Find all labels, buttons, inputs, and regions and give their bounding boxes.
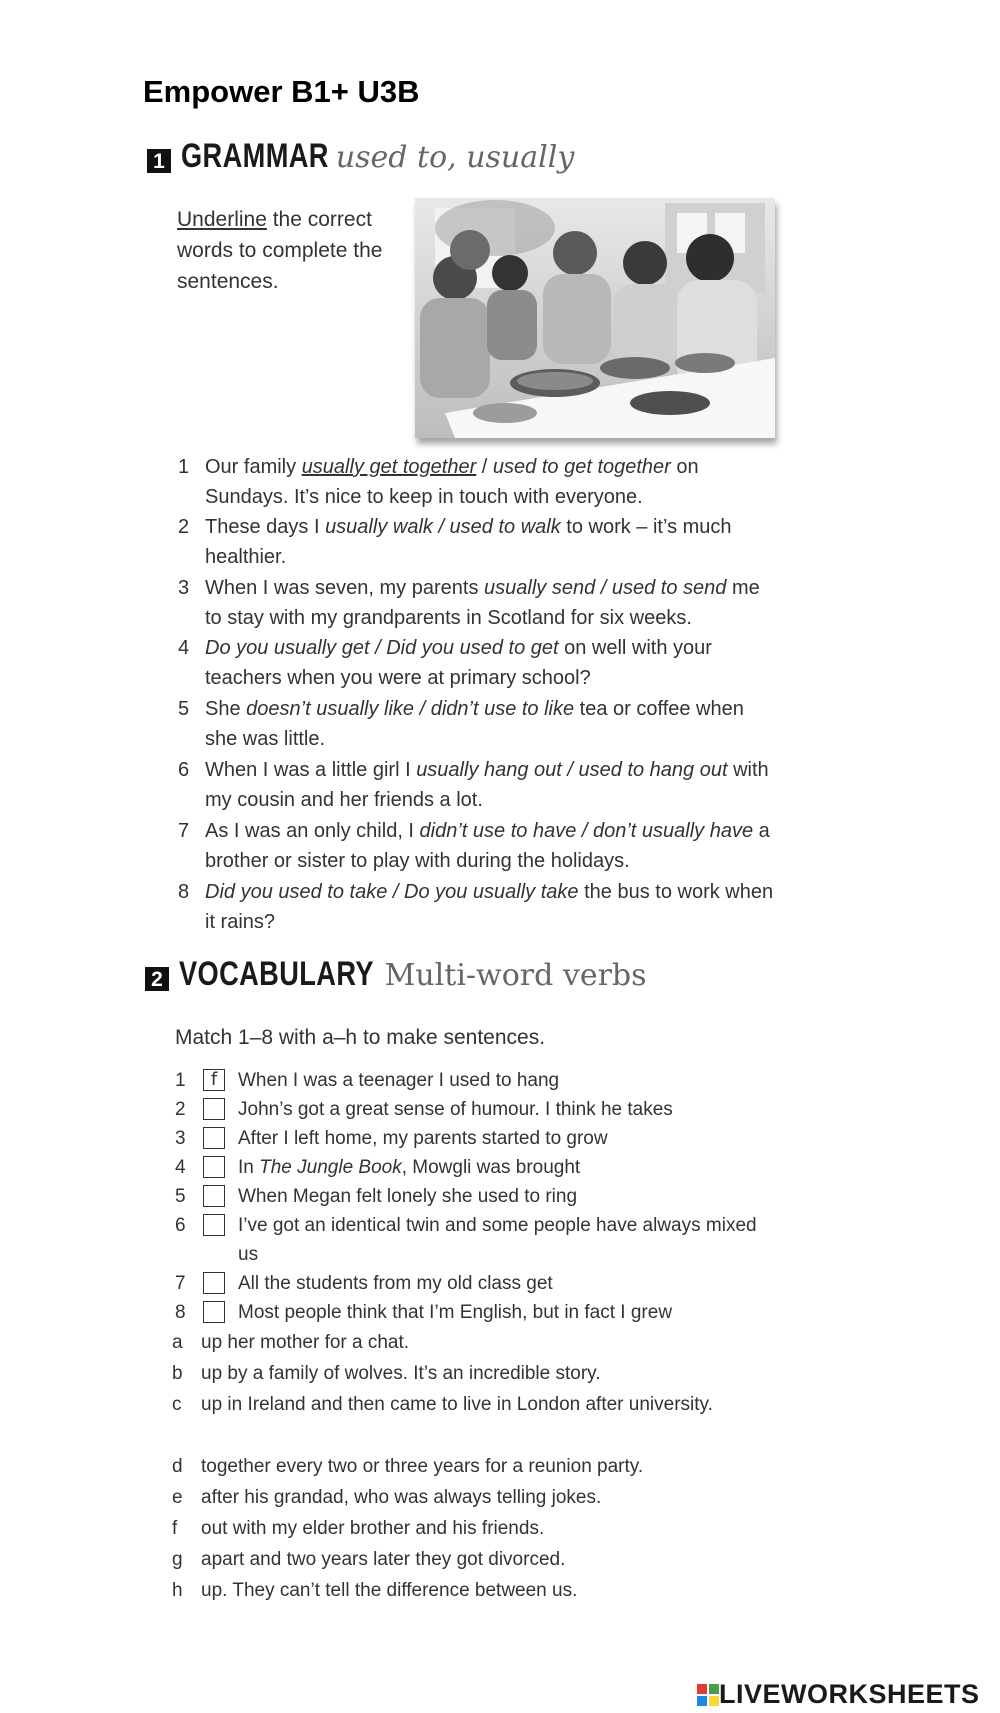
vocabulary-section-number: 2 xyxy=(145,967,169,991)
grammar-item-option[interactable]: used to get together xyxy=(492,456,671,478)
grammar-instruction xyxy=(177,204,417,297)
grammar-item-number: 3 xyxy=(178,577,190,599)
answer-option xyxy=(172,1482,732,1513)
vocabulary-section-subtitle: Multi-word verbs xyxy=(384,958,647,993)
matching-item-lead-text: In xyxy=(238,1157,260,1178)
grammar-item xyxy=(178,633,778,693)
liveworksheets-logo-icon xyxy=(697,1684,719,1706)
matching-item-text xyxy=(238,1124,775,1153)
family-dinner-illustration xyxy=(415,198,775,438)
matching-item xyxy=(175,1124,775,1153)
grammar-item-lead-text: These days I xyxy=(205,516,326,538)
matching-item-text xyxy=(238,1095,775,1124)
matching-item-lead-text: When I was a teenager I used to hang xyxy=(238,1070,560,1091)
matching-item-number: 5 xyxy=(175,1186,186,1207)
grammar-item-option[interactable]: didn’t use to have / don’t usually have xyxy=(419,820,754,842)
matching-item xyxy=(175,1095,775,1124)
answer-option-letter: f xyxy=(172,1518,178,1539)
grammar-item-option[interactable]: Do you usually get / Did you used to get xyxy=(205,637,559,659)
answer-option-text: up in Ireland and then came to live in London after university. xyxy=(201,1394,713,1415)
answer-option xyxy=(172,1451,732,1482)
answer-option xyxy=(172,1358,732,1389)
grammar-section-subtitle: used to, usually xyxy=(335,140,575,175)
grammar-item-text xyxy=(205,633,778,693)
answer-option-letter: b xyxy=(172,1363,183,1384)
answer-box[interactable] xyxy=(203,1214,225,1236)
grammar-item-text xyxy=(205,694,778,754)
grammar-section-number: 1 xyxy=(147,149,171,173)
matching-item xyxy=(175,1211,775,1269)
grammar-item xyxy=(178,573,778,633)
grammar-item-plain-text: tea or coffee when she was little. xyxy=(205,698,744,750)
grammar-item-number: 7 xyxy=(178,820,190,842)
grammar-item-text xyxy=(205,755,778,815)
instruction-underlined-word: Underline xyxy=(177,208,267,231)
matching-item-trailing-text: , Mowgli was brought xyxy=(401,1157,581,1178)
answer-option-text: after his grandad, who was always telling jokes. xyxy=(201,1487,602,1508)
answer-option-text: up. They can’t tell the difference between us. xyxy=(201,1580,578,1601)
answer-box[interactable] xyxy=(203,1301,225,1323)
answer-option-letter: c xyxy=(172,1394,182,1415)
answer-box[interactable]: f xyxy=(203,1069,225,1091)
answer-box[interactable] xyxy=(203,1098,225,1120)
answer-option xyxy=(172,1327,732,1358)
answer-option-text: apart and two years later they got divorced. xyxy=(201,1549,566,1570)
grammar-item-option[interactable]: usually get together xyxy=(301,456,477,478)
grammar-item-option[interactable]: Did you used to take / Do you usually take xyxy=(205,881,579,903)
document-title: Empower B1+ U3B xyxy=(143,74,420,109)
grammar-item-text xyxy=(205,512,778,572)
matching-item-text xyxy=(238,1182,775,1211)
answer-box[interactable] xyxy=(203,1185,225,1207)
answer-option xyxy=(172,1389,732,1420)
grammar-item xyxy=(178,512,778,572)
grammar-item-text xyxy=(205,877,778,937)
vocabulary-section-title: VOCABULARY xyxy=(179,955,374,993)
answer-option-text: out with my elder brother and his friends. xyxy=(201,1518,545,1539)
vocabulary-section-header xyxy=(145,955,647,994)
grammar-item-number: 1 xyxy=(178,456,190,478)
grammar-item-text xyxy=(205,573,778,633)
grammar-item-option[interactable]: usually send / used to send xyxy=(484,577,727,599)
grammar-item-plain-text: on Sundays. It’s nice to keep in touch with everyone. xyxy=(205,456,699,508)
answer-box[interactable] xyxy=(203,1156,225,1178)
grammar-section-header xyxy=(147,137,574,176)
matching-item-number: 7 xyxy=(175,1273,186,1294)
matching-item-text xyxy=(238,1211,775,1269)
grammar-item-lead-text: Our family xyxy=(205,456,302,478)
grammar-item-plain-text: to work – it’s much healthier. xyxy=(205,516,732,568)
matching-item-lead-text: I’ve got an identical twin and some people have always mixed us xyxy=(238,1215,757,1265)
grammar-item-lead-text: She xyxy=(205,698,247,720)
grammar-item-lead-text: When I was seven, my parents xyxy=(205,577,485,599)
matching-item-number: 8 xyxy=(175,1302,186,1323)
matching-item-number: 2 xyxy=(175,1099,186,1120)
grammar-item-number: 6 xyxy=(178,759,190,781)
grammar-item-lead-text: As I was an only child, I xyxy=(205,820,420,842)
matching-item-number: 4 xyxy=(175,1157,186,1178)
grammar-item-plain-text: a brother or sister to play with during the holidays. xyxy=(205,820,770,872)
grammar-item-option[interactable]: usually hang out / used to hang out xyxy=(416,759,728,781)
vocabulary-instruction: Match 1–8 with a–h to make sentences. xyxy=(175,1026,546,1049)
liveworksheets-logo xyxy=(697,1679,980,1710)
matching-item-lead-text: After I left home, my parents started to grow xyxy=(238,1128,608,1149)
grammar-item-number: 4 xyxy=(178,637,190,659)
matching-item-text xyxy=(238,1298,775,1327)
grammar-item-text xyxy=(205,816,778,876)
book-title: The Jungle Book xyxy=(259,1157,402,1178)
matching-item-number: 1 xyxy=(175,1070,186,1091)
grammar-item xyxy=(178,816,778,876)
answer-option-text: up her mother for a chat. xyxy=(201,1332,410,1353)
liveworksheets-logo-text: LIVEWORKSHEETS xyxy=(719,1679,980,1709)
answer-option-text: together every two or three years for a reunion party. xyxy=(201,1456,644,1477)
answer-option-letter: a xyxy=(172,1332,183,1353)
matching-item-lead-text: When Megan felt lonely she used to ring xyxy=(238,1186,578,1207)
grammar-item-option[interactable]: doesn’t usually like / didn’t use to like xyxy=(246,698,575,720)
matching-item-number: 6 xyxy=(175,1215,186,1236)
grammar-item-plain-text: / xyxy=(476,456,493,478)
grammar-item xyxy=(178,694,778,754)
grammar-item-number: 5 xyxy=(178,698,190,720)
matching-item xyxy=(175,1066,775,1095)
grammar-section-title: GRAMMAR xyxy=(181,137,329,175)
matching-item-lead-text: Most people think that I’m English, but in fact I grew xyxy=(238,1302,673,1323)
matching-item xyxy=(175,1182,775,1211)
grammar-item-text xyxy=(205,452,778,512)
grammar-item-lead-text: When I was a little girl I xyxy=(205,759,417,781)
grammar-item xyxy=(178,755,778,815)
grammar-item-option[interactable]: usually walk / used to walk xyxy=(325,516,561,538)
matching-item xyxy=(175,1298,775,1327)
answer-option xyxy=(172,1575,732,1606)
matching-item-number: 3 xyxy=(175,1128,186,1149)
family-dinner-photo xyxy=(415,198,775,438)
answer-option-text: up by a family of wolves. It’s an incredible story. xyxy=(201,1363,601,1384)
grammar-item-number: 2 xyxy=(178,516,190,538)
answer-option-letter: g xyxy=(172,1549,183,1570)
grammar-item xyxy=(178,877,778,937)
matching-item-text xyxy=(238,1269,775,1298)
matching-item-lead-text: All the students from my old class get xyxy=(238,1273,553,1294)
grammar-item xyxy=(178,452,778,512)
answer-box[interactable] xyxy=(203,1127,225,1149)
matching-item xyxy=(175,1153,775,1182)
answer-box[interactable] xyxy=(203,1272,225,1294)
grammar-item-plain-text: me to stay with my grandparents in Scotland for six weeks. xyxy=(205,577,760,629)
answer-option xyxy=(172,1513,732,1544)
answer-option-letter: h xyxy=(172,1580,183,1601)
grammar-item-plain-text: the bus to work when it rains? xyxy=(205,881,774,933)
instruction-rest: the correct words to complete the sentences. xyxy=(177,208,383,293)
answer-option-letter: d xyxy=(172,1456,183,1477)
grammar-item-plain-text: with my cousin and her friends a lot. xyxy=(205,759,769,811)
matching-item xyxy=(175,1269,775,1298)
answer-option-letter: e xyxy=(172,1487,183,1508)
matching-item-text xyxy=(238,1066,775,1095)
matching-item-lead-text: John’s got a great sense of humour. I think he takes xyxy=(238,1099,673,1120)
matching-item-text xyxy=(238,1153,775,1182)
grammar-item-plain-text: on well with your teachers when you were at primary school? xyxy=(205,637,712,689)
grammar-item-number: 8 xyxy=(178,881,190,903)
answer-option xyxy=(172,1544,732,1575)
